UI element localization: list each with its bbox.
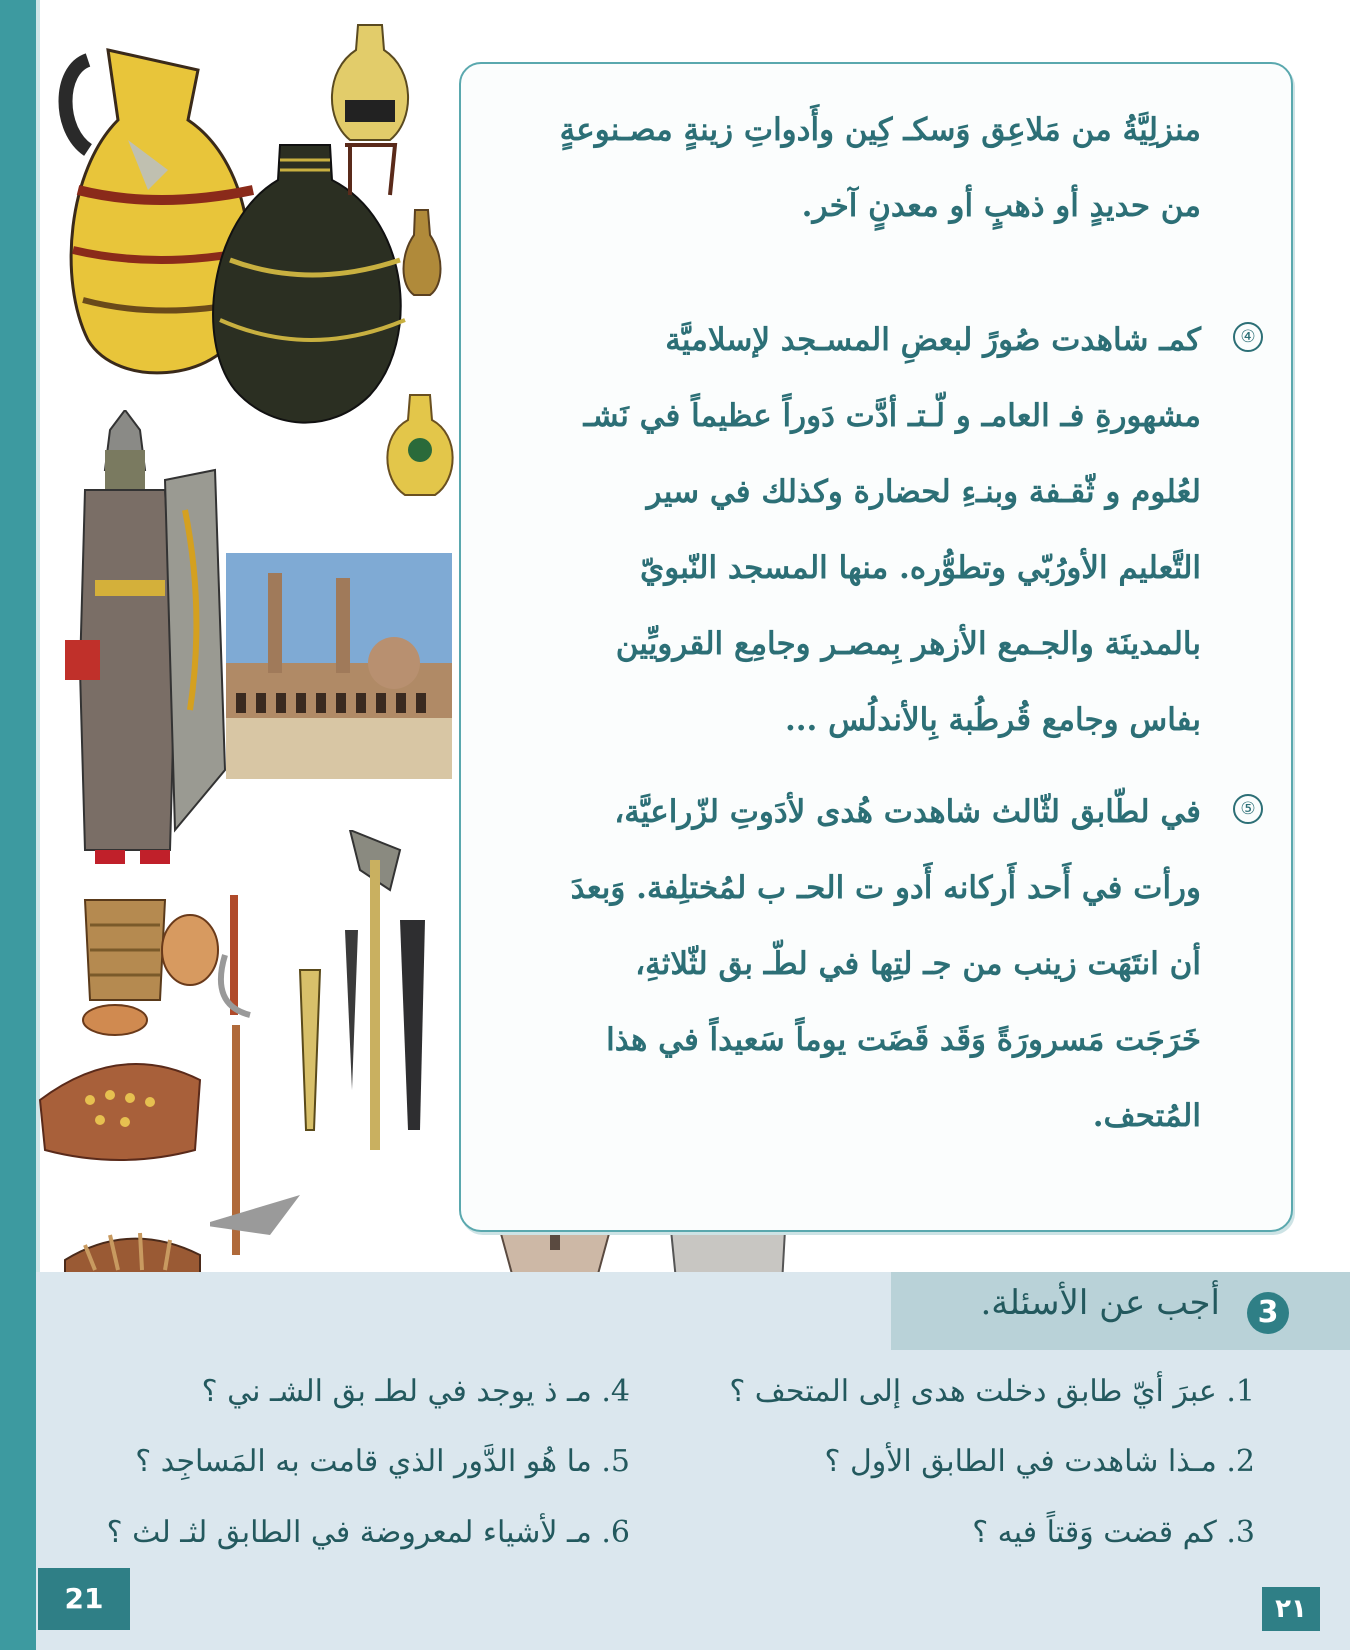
text-line: خَرَجَت مَسرورَةً وَقَد قَضَت يوماً سَعيداً في هذا (606, 1022, 1201, 1058)
text-line: منزلِيَّةُ من مَلاعِق وَسكـ كِين وأَدواتِ زينةٍ مصـنوعةٍ (559, 112, 1201, 148)
section-number-badge: 3 (1247, 1292, 1289, 1334)
text-line: التَّعليم الأورُبّي وتطوُّره. منها المسجد النّبويّ (640, 550, 1201, 586)
page-number-latin: 21 (38, 1568, 130, 1630)
paragraph-continuation (501, 92, 1201, 244)
questions-title: أجب عن الأسئلة. (980, 1283, 1220, 1323)
paragraph-number-4: ④ (1233, 322, 1263, 352)
axe-and-daggers-illustration (290, 830, 450, 1160)
text-line: مشهورةِ فـ العامـ و لّـتـ أدَّت دَوراً عظيماً في نَشـ (583, 398, 1201, 434)
text-line: في لطّابق لثّالث شاهدت هُدى لأدَوتِ لزّراعيَّة، (614, 794, 1201, 830)
text-line: بالمدينَة والجـمع الأزهر بِمصـر وجامِع القرويِّين (615, 626, 1201, 662)
question-item: 4. مـ ذ يوجد في لطـ بق الشـ ني ؟ (201, 1374, 630, 1409)
paragraph-5 (501, 774, 1201, 1154)
rope-sandal-illustration (30, 1040, 210, 1170)
paragraph-4 (501, 302, 1201, 758)
question-item: 6. مـ لأشياء لمعروضة في الطابق لثـ لث ؟ (106, 1515, 630, 1550)
text-line: بفاس وجامع قُرطُبة بِالأندلُس ... (784, 702, 1201, 738)
question-item: 2. مـذا شاهدت في الطابق الأول ؟ (824, 1444, 1255, 1479)
text-line: ورأت في أَحد أَركانه أَدو ت الحـ ب لمُختلِفة. وَبعدَ (570, 870, 1201, 906)
text-line: من حديدٍ أو ذهبٍ أو معدنٍ آخر. (801, 188, 1201, 224)
text-line: المُتحف. (1092, 1098, 1201, 1134)
paragraph-number-5: ⑤ (1233, 794, 1263, 824)
reading-text-card (459, 62, 1293, 1232)
armored-warrior-illustration (55, 410, 230, 880)
golden-ewer-illustration (380, 390, 460, 510)
page-number-arabic: ٢١ (1262, 1587, 1320, 1631)
question-item: 1. عبرَ أيّ طابق دخلت هدى إلى المتحف ؟ (729, 1374, 1255, 1409)
text-line: لعُلوم و ثّقـفة وبنـءِ لحضارة وكذلك في سير (646, 474, 1201, 510)
amphora-illustration (320, 20, 420, 200)
text-line: كمـ شاهدت صُورً لبعضِ المسـجد لإسلاميَّة (665, 322, 1201, 358)
small-jug-illustration (400, 205, 445, 300)
question-item: 3. كم قضت وَقتاً فيه ؟ (972, 1515, 1255, 1550)
al-azhar-mosque-photo (226, 553, 452, 779)
text-line: أن انتَهَت زينب من جـ لتِها في لطّـ بق لثّلاثةِ، (635, 946, 1201, 982)
left-color-stripe (0, 0, 36, 1650)
baskets-and-pottery-illustration (75, 890, 225, 1040)
question-item: 5. ما هُو الدَّور الذي قامت به المَساجِد ؟ (135, 1444, 630, 1479)
